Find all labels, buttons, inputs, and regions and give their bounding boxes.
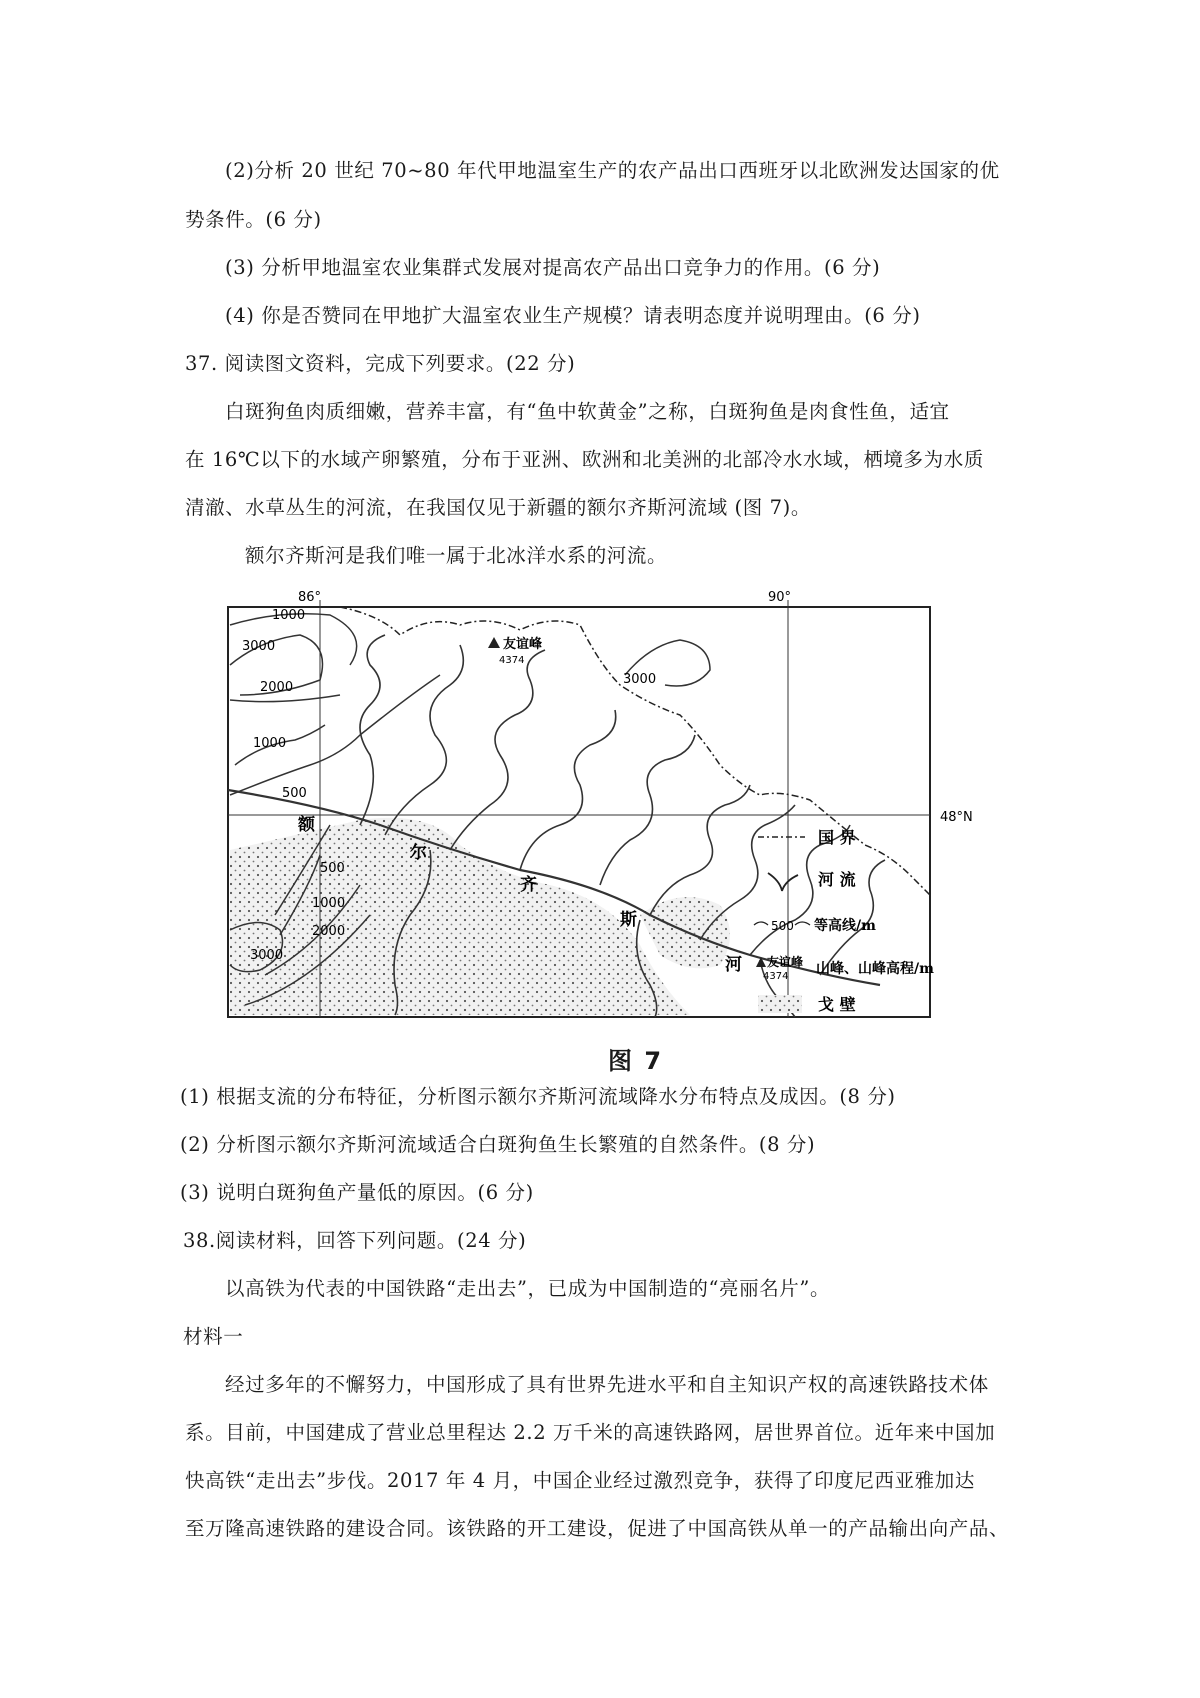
q36-sub2-line1: (2)分析 20 世纪 70~80 年代甲地温室生产的农产品出口西班牙以北欧洲发达国家的优 xyxy=(225,159,1000,182)
q38-material-label: 材料一 xyxy=(183,1325,244,1348)
lon-label-90: 90° xyxy=(768,590,792,605)
contour-label-500-west: 500 xyxy=(282,786,307,801)
legend-peak-elevation: 4374 xyxy=(763,971,789,982)
q37-para1-line1: 白斑狗鱼肉质细嫩，营养丰富，有“鱼中软黄金”之称，白斑狗鱼是肉食性鱼，适宜 xyxy=(225,400,950,423)
river-char-er: 尔 xyxy=(410,843,427,863)
figure-7-map xyxy=(220,585,1040,1040)
legend-contour-value: 500 xyxy=(771,919,794,933)
contour-label-500-south: 500 xyxy=(320,861,345,876)
q38-title: 38.阅读材料，回答下列问题。(24 分) xyxy=(183,1229,527,1252)
peak-marker xyxy=(488,637,500,648)
map-legend xyxy=(754,828,934,1014)
peak-elevation: 4374 xyxy=(499,655,525,666)
q38-para-line2: 系。目前，中国建成了营业总里程达 2.2 万千米的高速铁路网，居世界首位。近年来中国加 xyxy=(185,1421,996,1444)
legend-border-label: 国 界 xyxy=(818,828,856,847)
legend-river-label: 河 流 xyxy=(818,870,856,889)
river-char-he: 河 xyxy=(725,955,742,975)
river-char-e: 额 xyxy=(298,815,315,835)
river-char-si: 斯 xyxy=(620,910,637,930)
legend-peak-label: 山峰、山峰高程/m xyxy=(816,961,934,977)
q37-sub2: (2) 分析图示额尔齐斯河流域适合白斑狗鱼生长繁殖的自然条件。(8 分) xyxy=(180,1133,816,1156)
q37-para1-line2: 在 16℃以下的水域产卵繁殖，分布于亚洲、欧洲和北美洲的北部冷水水域，栖境多为水质 xyxy=(185,448,984,471)
lat-label-48n: 48°N xyxy=(940,810,973,825)
q37-sub3: (3) 说明白斑狗鱼产量低的原因。(6 分) xyxy=(180,1181,534,1204)
contour-label-3000-east: 3000 xyxy=(623,672,657,687)
q36-sub4: (4) 你是否赞同在甲地扩大温室农业生产规模？请表明态度并说明理由。(6 分) xyxy=(225,304,921,327)
q37-para1-line3: 清澈、水草丛生的河流，在我国仅见于新疆的额尔齐斯河流域 (图 7)。 xyxy=(185,496,811,519)
river-char-qi: 齐 xyxy=(520,875,537,895)
contour-label-1000-north: 1000 xyxy=(272,608,306,623)
q38-para-line1: 经过多年的不懈努力，中国形成了具有世界先进水平和自主知识产权的高速铁路技术体 xyxy=(225,1373,989,1396)
q36-sub3: (3) 分析甲地温室农业集群式发展对提高农产品出口竞争力的作用。(6 分) xyxy=(225,256,881,279)
lon-label-86: 86° xyxy=(298,590,322,605)
contour-label-3000-south: 3000 xyxy=(250,948,284,963)
q36-sub2-line2: 势条件。(6 分) xyxy=(185,208,322,231)
legend-peak-name: 友谊峰 xyxy=(767,955,804,969)
q38-para-line3: 快高铁“走出去”步伐。2017 年 4 月，中国企业经过激烈竞争，获得了印度尼西亚雅加达 xyxy=(185,1469,975,1492)
figure-7-caption: 图 7 xyxy=(608,1047,664,1075)
legend-gobi-label: 戈 壁 xyxy=(818,995,856,1014)
q37-para2: 额尔齐斯河是我们唯一属于北冰洋水系的河流。 xyxy=(245,544,668,567)
peak-name: 友谊峰 xyxy=(503,637,543,652)
q37-title: 37. 阅读图文资料，完成下列要求。(22 分) xyxy=(185,352,576,375)
contour-label-1000-south: 1000 xyxy=(312,896,346,911)
q38-intro: 以高铁为代表的中国铁路“走出去”，已成为中国制造的“亮丽名片”。 xyxy=(225,1277,831,1300)
contour-label-3000-west: 3000 xyxy=(242,639,276,654)
contour-label-2000-south: 2000 xyxy=(312,924,346,939)
contour-label-2000-west: 2000 xyxy=(260,680,294,695)
q38-para-line4: 至万隆高速铁路的建设合同。该铁路的开工建设，促进了中国高铁从单一的产品输出向产品、 xyxy=(185,1517,1010,1540)
contour-label-1000-west: 1000 xyxy=(253,736,287,751)
legend-contour-label: 等高线/m xyxy=(814,918,876,934)
q37-sub1: (1) 根据支流的分布特征，分析图示额尔齐斯河流域降水分布特点及成因。(8 分) xyxy=(180,1085,896,1108)
